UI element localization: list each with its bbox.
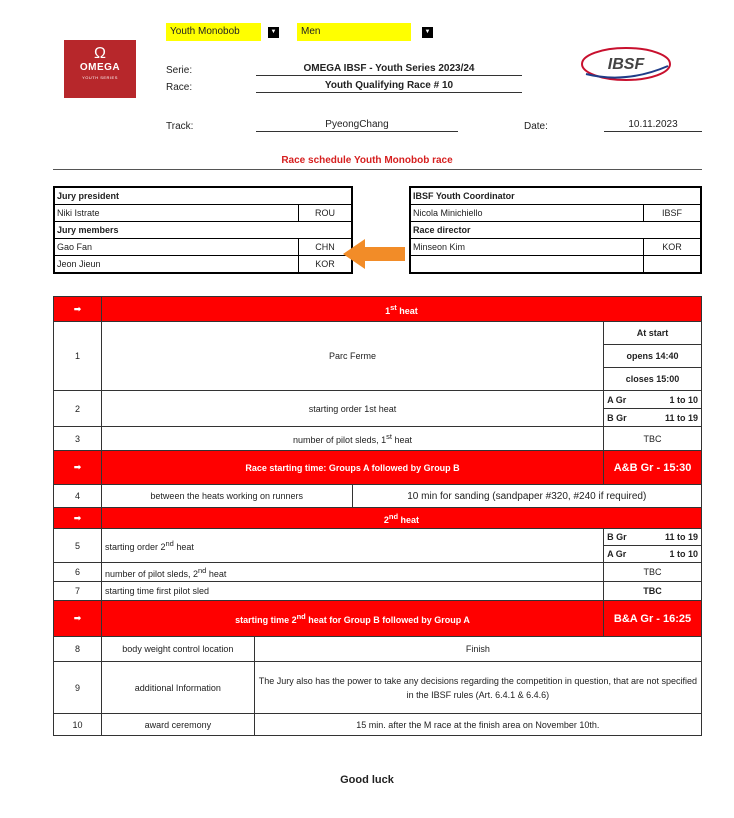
table-row — [54, 485, 702, 508]
race-start-value: A&B Gr - 15:30 — [604, 451, 702, 485]
title-divider — [53, 169, 702, 170]
track-label: Track: — [166, 121, 194, 132]
row-label: starting time first pilot sled — [101, 582, 603, 601]
coordinator-header: IBSF Youth Coordinator — [410, 187, 701, 205]
table-row — [54, 563, 702, 582]
group-a-order: A Gr 1 to 10 — [604, 391, 702, 409]
row-value: TBC — [604, 582, 702, 601]
heat2-title: 2nd heat — [101, 508, 701, 529]
group-a-order: A Gr 1 to 10 — [604, 546, 702, 563]
table-row — [54, 662, 702, 714]
heat1-title: 1st heat — [101, 297, 701, 322]
row-value: Finish — [254, 637, 701, 662]
row-value: TBC — [604, 427, 702, 451]
schedule-table — [53, 296, 702, 736]
table-row — [54, 714, 702, 736]
empty-row — [410, 256, 701, 274]
gender-select[interactable] — [297, 23, 411, 41]
row-number: 8 — [54, 637, 102, 662]
table-row — [54, 529, 702, 546]
category-dropdown-icon[interactable]: ▼ — [268, 27, 279, 38]
row-number: 9 — [54, 662, 102, 714]
arrow-right-icon: ➡ — [54, 508, 102, 529]
coordinator-row — [410, 205, 701, 222]
row-label: additional Information — [101, 662, 254, 714]
table-row — [54, 427, 702, 451]
date-label: Date: — [524, 121, 548, 132]
serie-label: Serie: — [166, 65, 193, 76]
heat2-start-label: starting time 2nd heat for Group B followed by Group A — [101, 601, 603, 637]
race-start-row — [54, 451, 702, 485]
jury-member-row — [54, 256, 352, 274]
row-value: 10 min for sanding (sandpaper #320, #240 if required) — [352, 485, 701, 508]
jury-member-name: Gao Fan — [54, 239, 299, 256]
row-label: body weight control location — [101, 637, 254, 662]
serie-value: OMEGA IBSF - Youth Series 2023/24 — [256, 63, 522, 76]
row-label: number of pilot sleds, 2nd heat — [101, 563, 603, 582]
row-number: 5 — [54, 529, 102, 563]
jury-member-nation: CHN — [299, 239, 353, 256]
race-director-row — [410, 239, 701, 256]
ibsf-logo-text: IBSF — [607, 56, 645, 73]
omega-logo — [64, 40, 136, 98]
arrow-right-icon: ➡ — [54, 297, 102, 322]
row-number: 7 — [54, 582, 102, 601]
arrow-right-icon: ➡ — [54, 451, 102, 485]
jury-right-table — [409, 186, 702, 274]
category-value: Youth Monobob — [170, 26, 240, 37]
omega-sub: YOUTH SERIES — [82, 75, 118, 80]
race-start-label: Race starting time: Groups A followed by Group B — [101, 451, 603, 485]
row-number: 2 — [54, 391, 102, 427]
jury-member-nation: KOR — [299, 256, 353, 274]
group-b-order: B Gr 11 to 19 — [604, 409, 702, 427]
jury-president-nation: ROU — [299, 205, 353, 222]
jury-president-row — [54, 205, 352, 222]
row-value: 15 min. after the M race at the finish area on November 10th. — [254, 714, 701, 736]
row-value: The Jury also has the power to take any decisions regarding the competition in question, that are not specified in the IBSF rules (Art. 6.4.1 & 6.4.6) — [254, 662, 701, 714]
omega-name: OMEGA — [79, 62, 121, 73]
table-row — [54, 322, 702, 345]
row-number: 4 — [54, 485, 102, 508]
heat1-header-row — [54, 297, 702, 322]
row-label: Parc Ferme — [101, 322, 603, 391]
table-row — [54, 582, 702, 601]
group-b-order: B Gr 11 to 19 — [604, 529, 702, 546]
opens-time: opens 14:40 — [604, 345, 702, 368]
row-label: number of pilot sleds, 1st heat — [101, 427, 603, 451]
gender-dropdown-icon[interactable]: ▼ — [422, 27, 433, 38]
row-number: 6 — [54, 563, 102, 582]
ibsf-logo — [578, 40, 674, 88]
arrow-right-icon: ➡ — [54, 601, 102, 637]
race-director-header: Race director — [410, 222, 701, 239]
footer-good-luck: Good luck — [340, 774, 394, 786]
table-row — [54, 391, 702, 409]
track-value: PyeongChang — [256, 119, 458, 132]
race-director-name: Minseon Kim — [410, 239, 644, 256]
row-number: 1 — [54, 322, 102, 391]
row-label: award ceremony — [101, 714, 254, 736]
jury-president-name: Niki Istrate — [54, 205, 299, 222]
omega-symbol: Ω — [94, 45, 106, 62]
row-number: 10 — [54, 714, 102, 736]
jury-president-header: Jury president — [54, 187, 352, 205]
row-value: TBC — [604, 563, 702, 582]
date-value: 10.11.2023 — [604, 119, 702, 132]
race-label: Race: — [166, 82, 193, 93]
row-number: 3 — [54, 427, 102, 451]
heat2-header-row — [54, 508, 702, 529]
jury-member-row — [54, 239, 352, 256]
orange-arrow-icon — [343, 237, 407, 271]
table-row — [54, 637, 702, 662]
row-label: between the heats working on runners — [101, 485, 352, 508]
at-start: At start — [604, 322, 702, 345]
jury-members-header: Jury members — [54, 222, 352, 239]
schedule-title: Race schedule Youth Monobob race — [281, 155, 453, 166]
closes-time: closes 15:00 — [604, 368, 702, 391]
gender-value: Men — [301, 26, 321, 37]
heat2-start-row — [54, 601, 702, 637]
race-value: Youth Qualifying Race # 10 — [256, 80, 522, 93]
jury-left-table — [53, 186, 353, 274]
row-label: starting order 2nd heat — [101, 529, 603, 563]
coordinator-name: Nicola Minichiello — [410, 205, 644, 222]
heat2-start-value: B&A Gr - 16:25 — [604, 601, 702, 637]
race-director-nation: KOR — [644, 239, 702, 256]
row-label: starting order 1st heat — [101, 391, 603, 427]
coordinator-nation: IBSF — [644, 205, 702, 222]
jury-member-name: Jeon Jieun — [54, 256, 299, 274]
category-select[interactable] — [166, 23, 261, 41]
